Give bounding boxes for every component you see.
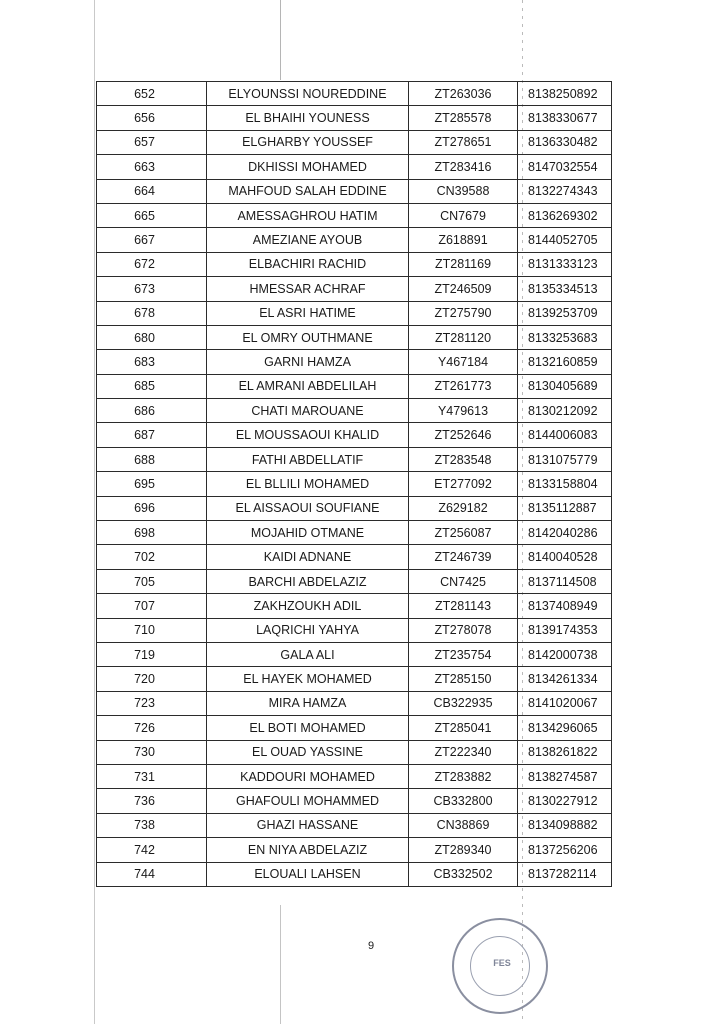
row-number-cell: 720: [97, 667, 207, 691]
full-name-cell: AMEZIANE AYOUB: [207, 228, 409, 252]
row-number-cell: 744: [97, 862, 207, 886]
id-card-cell: ZT283416: [409, 155, 518, 179]
id-card-cell: Y479613: [409, 399, 518, 423]
table-row: [97, 740, 612, 764]
phone-number-cell: 8135334513: [518, 277, 612, 301]
table-row: [97, 838, 612, 862]
page-number: 9: [368, 940, 375, 952]
full-name-cell: EL AMRANI ABDELILAH: [207, 374, 409, 398]
id-card-cell: ZT281120: [409, 325, 518, 349]
phone-number-cell: 8138250892: [518, 82, 612, 106]
full-name-cell: GHAZI HASSANE: [207, 813, 409, 837]
phone-number-cell: 8132274343: [518, 179, 612, 203]
full-name-cell: KADDOURI MOHAMED: [207, 764, 409, 788]
phone-number-cell: 8147032554: [518, 155, 612, 179]
phone-number-cell: 8137408949: [518, 594, 612, 618]
table-row: [97, 447, 612, 471]
row-number-cell: 705: [97, 569, 207, 593]
phone-number-cell: 8133158804: [518, 472, 612, 496]
id-card-cell: CN38869: [409, 813, 518, 837]
row-number-cell: 663: [97, 155, 207, 179]
full-name-cell: EL HAYEK MOHAMED: [207, 667, 409, 691]
row-number-cell: 664: [97, 179, 207, 203]
phone-number-cell: 8142040286: [518, 521, 612, 545]
id-card-cell: Z618891: [409, 228, 518, 252]
row-number-cell: 686: [97, 399, 207, 423]
id-card-cell: ZT285041: [409, 716, 518, 740]
phone-number-cell: 8134261334: [518, 667, 612, 691]
row-number-cell: 680: [97, 325, 207, 349]
table-row: [97, 594, 612, 618]
row-number-cell: 657: [97, 130, 207, 154]
id-card-cell: CB332800: [409, 789, 518, 813]
id-card-cell: ET277092: [409, 472, 518, 496]
phone-number-cell: 8138330677: [518, 106, 612, 130]
full-name-cell: ELYOUNSSI NOUREDDINE: [207, 82, 409, 106]
phone-number-cell: 8130405689: [518, 374, 612, 398]
table-row: [97, 155, 612, 179]
id-card-cell: ZT278651: [409, 130, 518, 154]
row-number-cell: 652: [97, 82, 207, 106]
id-card-cell: ZT281169: [409, 252, 518, 276]
phone-number-cell: 8130212092: [518, 399, 612, 423]
row-number-cell: 723: [97, 691, 207, 715]
phone-number-cell: 8134296065: [518, 716, 612, 740]
phone-number-cell: 8139174353: [518, 618, 612, 642]
phone-number-cell: 8131333123: [518, 252, 612, 276]
id-card-cell: Y467184: [409, 350, 518, 374]
id-card-cell: ZT222340: [409, 740, 518, 764]
phone-number-cell: 8130227912: [518, 789, 612, 813]
id-card-cell: ZT278078: [409, 618, 518, 642]
table-row: [97, 228, 612, 252]
phone-number-cell: 8131075779: [518, 447, 612, 471]
full-name-cell: EL BOTI MOHAMED: [207, 716, 409, 740]
full-name-cell: EL AISSAOUI SOUFIANE: [207, 496, 409, 520]
table-row: [97, 325, 612, 349]
phone-number-cell: 8137114508: [518, 569, 612, 593]
phone-number-cell: 8138261822: [518, 740, 612, 764]
id-card-cell: CN39588: [409, 179, 518, 203]
table-row: [97, 301, 612, 325]
phone-number-cell: 8132160859: [518, 350, 612, 374]
table-row: [97, 642, 612, 666]
id-card-cell: ZT285150: [409, 667, 518, 691]
row-number-cell: 726: [97, 716, 207, 740]
scan-margin-line: [94, 0, 95, 1024]
row-number-cell: 685: [97, 374, 207, 398]
full-name-cell: ZAKHZOUKH ADIL: [207, 594, 409, 618]
full-name-cell: MIRA HAMZA: [207, 691, 409, 715]
full-name-cell: AMESSAGHROU HATIM: [207, 203, 409, 227]
id-card-cell: ZT285578: [409, 106, 518, 130]
row-number-cell: 742: [97, 838, 207, 862]
full-name-cell: EL BHAIHI YOUNESS: [207, 106, 409, 130]
table-row: [97, 252, 612, 276]
row-number-cell: 731: [97, 764, 207, 788]
full-name-cell: ELGHARBY YOUSSEF: [207, 130, 409, 154]
id-card-cell: CN7425: [409, 569, 518, 593]
id-card-cell: ZT275790: [409, 301, 518, 325]
official-stamp: [452, 918, 548, 1014]
full-name-cell: CHATI MAROUANE: [207, 399, 409, 423]
full-name-cell: KAIDI ADNANE: [207, 545, 409, 569]
table-row: [97, 399, 612, 423]
table-row: [97, 472, 612, 496]
row-number-cell: 695: [97, 472, 207, 496]
full-name-cell: HMESSAR ACHRAF: [207, 277, 409, 301]
full-name-cell: EL ASRI HATIME: [207, 301, 409, 325]
full-name-cell: ELBACHIRI RACHID: [207, 252, 409, 276]
table-row: [97, 179, 612, 203]
row-number-cell: 710: [97, 618, 207, 642]
table-row: [97, 618, 612, 642]
table-row: [97, 496, 612, 520]
table-row: [97, 82, 612, 106]
table-row: [97, 106, 612, 130]
row-number-cell: 698: [97, 521, 207, 545]
table-row: [97, 423, 612, 447]
phone-number-cell: 8135112887: [518, 496, 612, 520]
table-row: [97, 764, 612, 788]
scan-fold-line-top: [280, 0, 281, 80]
id-card-cell: CB322935: [409, 691, 518, 715]
row-number-cell: 665: [97, 203, 207, 227]
row-number-cell: 687: [97, 423, 207, 447]
roster-table: [96, 81, 612, 887]
full-name-cell: BARCHI ABDELAZIZ: [207, 569, 409, 593]
table-row: [97, 521, 612, 545]
table-row: [97, 667, 612, 691]
id-card-cell: ZT246509: [409, 277, 518, 301]
row-number-cell: 683: [97, 350, 207, 374]
id-card-cell: CN7679: [409, 203, 518, 227]
phone-number-cell: 8137256206: [518, 838, 612, 862]
full-name-cell: GHAFOULI MOHAMMED: [207, 789, 409, 813]
scan-fold-line-bottom: [280, 905, 281, 1024]
row-number-cell: 656: [97, 106, 207, 130]
row-number-cell: 719: [97, 642, 207, 666]
full-name-cell: FATHI ABDELLATIF: [207, 447, 409, 471]
table-row: [97, 569, 612, 593]
full-name-cell: DKHISSI MOHAMED: [207, 155, 409, 179]
id-card-cell: ZT289340: [409, 838, 518, 862]
phone-number-cell: 8141020067: [518, 691, 612, 715]
row-number-cell: 707: [97, 594, 207, 618]
row-number-cell: 738: [97, 813, 207, 837]
table-row: [97, 130, 612, 154]
phone-number-cell: 8134098882: [518, 813, 612, 837]
phone-number-cell: 8144052705: [518, 228, 612, 252]
row-number-cell: 688: [97, 447, 207, 471]
id-card-cell: ZT261773: [409, 374, 518, 398]
row-number-cell: 667: [97, 228, 207, 252]
row-number-cell: 672: [97, 252, 207, 276]
table-row: [97, 203, 612, 227]
phone-number-cell: 8137282114: [518, 862, 612, 886]
row-number-cell: 730: [97, 740, 207, 764]
table-row: [97, 789, 612, 813]
full-name-cell: EL OUAD YASSINE: [207, 740, 409, 764]
phone-number-cell: 8133253683: [518, 325, 612, 349]
phone-number-cell: 8142000738: [518, 642, 612, 666]
id-card-cell: ZT256087: [409, 521, 518, 545]
table-row: [97, 374, 612, 398]
full-name-cell: MAHFOUD SALAH EDDINE: [207, 179, 409, 203]
table-row: [97, 277, 612, 301]
id-card-cell: ZT246739: [409, 545, 518, 569]
stamp-text: FES: [493, 958, 511, 968]
phone-number-cell: 8136330482: [518, 130, 612, 154]
id-card-cell: ZT283548: [409, 447, 518, 471]
phone-number-cell: 8140040528: [518, 545, 612, 569]
phone-number-cell: 8144006083: [518, 423, 612, 447]
id-card-cell: ZT281143: [409, 594, 518, 618]
id-card-cell: ZT283882: [409, 764, 518, 788]
full-name-cell: ELOUALI LAHSEN: [207, 862, 409, 886]
id-card-cell: CB332502: [409, 862, 518, 886]
row-number-cell: 696: [97, 496, 207, 520]
roster-table-body: [97, 82, 612, 887]
full-name-cell: EL OMRY OUTHMANE: [207, 325, 409, 349]
full-name-cell: LAQRICHI YAHYA: [207, 618, 409, 642]
table-row: [97, 691, 612, 715]
id-card-cell: Z629182: [409, 496, 518, 520]
full-name-cell: EL BLLILI MOHAMED: [207, 472, 409, 496]
table-row: [97, 545, 612, 569]
phone-number-cell: 8138274587: [518, 764, 612, 788]
table-row: [97, 350, 612, 374]
full-name-cell: EN NIYA ABDELAZIZ: [207, 838, 409, 862]
table-row: [97, 862, 612, 886]
row-number-cell: 736: [97, 789, 207, 813]
id-card-cell: ZT263036: [409, 82, 518, 106]
phone-number-cell: 8136269302: [518, 203, 612, 227]
phone-number-cell: 8139253709: [518, 301, 612, 325]
id-card-cell: ZT252646: [409, 423, 518, 447]
full-name-cell: GARNI HAMZA: [207, 350, 409, 374]
row-number-cell: 673: [97, 277, 207, 301]
full-name-cell: EL MOUSSAOUI KHALID: [207, 423, 409, 447]
table-row: [97, 813, 612, 837]
full-name-cell: MOJAHID OTMANE: [207, 521, 409, 545]
row-number-cell: 678: [97, 301, 207, 325]
row-number-cell: 702: [97, 545, 207, 569]
table-row: [97, 716, 612, 740]
full-name-cell: GALA ALI: [207, 642, 409, 666]
id-card-cell: ZT235754: [409, 642, 518, 666]
